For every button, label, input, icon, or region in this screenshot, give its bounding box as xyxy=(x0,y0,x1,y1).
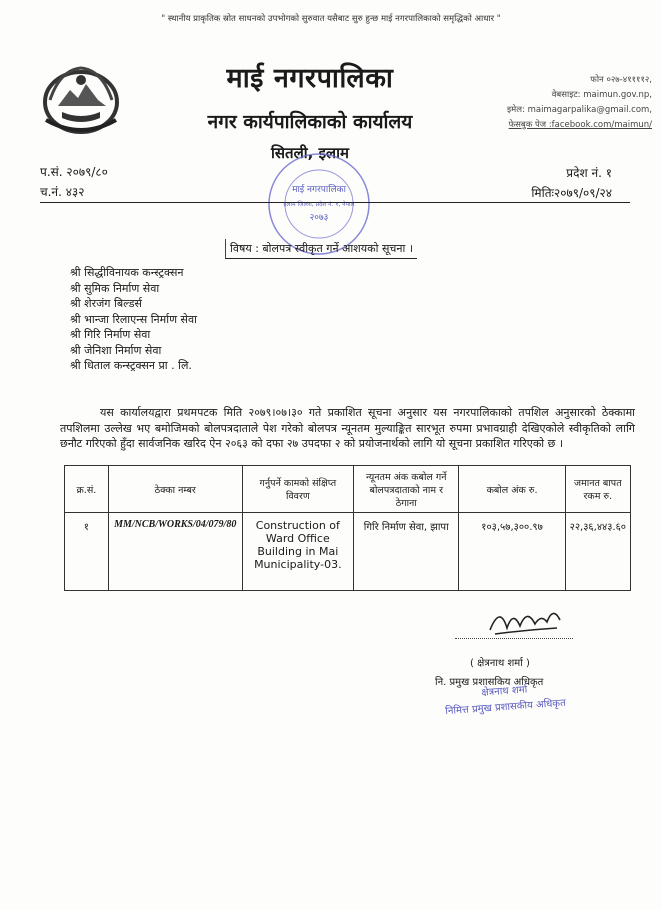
contact-block xyxy=(482,73,652,133)
subject-line: विषय : बोलपत्र स्वीकृत गर्ने आशयको सूचना । xyxy=(225,239,417,259)
column-header-bidder: न्यूनतम अंक कबोल गर्ने बोलपत्रदाताको नाम र ठेगाना xyxy=(354,466,459,513)
stamp-title: निमित्त प्रमुख प्रशासकीय अधिकृत xyxy=(444,697,567,718)
recipient-list xyxy=(70,265,197,374)
office-location: सितली, इलाम xyxy=(271,144,349,162)
recipient-item: श्री गिरि निर्माण सेवा xyxy=(70,328,151,341)
nepal-emblem-logo xyxy=(40,60,122,138)
motto: " स्थानीय प्राकृतिक स्रोत साधनको उपभोगको सुरुवात यसैबाट सुरु हुन्छ माई नगरपालिकाको समृद्धिको आधार " xyxy=(161,14,501,24)
cell-bidder: गिरि निर्माण सेवा, झापा xyxy=(354,513,459,591)
recipient-item: श्री सिद्धीविनायक कन्स्ट्रक्सन xyxy=(70,266,184,279)
cell-description: Construction of Ward Office Building in Mai Municipality-03. xyxy=(242,513,353,591)
letter-date: मितिः२०७९/०९/२४ xyxy=(531,186,612,200)
seal-text-year: २०७३ xyxy=(309,213,329,223)
recipient-item: श्री शेरजंग बिल्डर्स xyxy=(70,297,142,310)
seal-text-name: माई नगरपालिका xyxy=(292,185,346,195)
contact-phone: फोन ०२७-४११११२, xyxy=(590,75,652,85)
column-header-bid-amount: कबोल अंक रु. xyxy=(459,466,565,513)
recipient-item: श्री धिताल कन्स्ट्रक्सन प्रा . लि. xyxy=(70,359,192,372)
reference-block xyxy=(40,162,108,202)
cell-sn: १ xyxy=(65,513,109,591)
cell-tender-no: MM/NCB/WORKS/04/079/80 xyxy=(108,513,242,591)
table-header-row xyxy=(65,466,631,513)
cell-guarantee: २२,३६,४४३.६० xyxy=(565,513,630,591)
recipient-item: श्री जेनिशा निर्माण सेवा xyxy=(70,343,162,357)
table-row xyxy=(65,513,631,591)
notice-body: यस कार्यालयद्वारा प्रथमपटक मिति २०७९।०७।३० गते प्रकाशित सूचना अनुसार यस नगरपालिकाको तपशिल अनुसारको ठेक्कामा तपशिलमा उल्लेख भए बमोजिमको बोलपत्रदाताले पेश गरेको बोलपत्र न्यूनतम मुल्याङ्कित सारभूत रुपमा प्रभावग्राही देखिएकोले स्वीकृतिको लागि छनौट गरिएको हुँदा सार्वजनिक खरिद ऐन २०६३ को दफा २७ उपदफा २ को प्रयोजनार्थको लागि यो सूचना प्रकाशित गरिएको छ । xyxy=(60,406,635,450)
signature-dotted-line xyxy=(455,638,573,639)
cell-bid-amount: १०३,५७,३००.९७ xyxy=(459,513,565,591)
header-divider xyxy=(40,202,630,203)
recipient-item: श्री सुमिक निर्माण सेवा xyxy=(70,281,160,295)
seal-text-address: इलाम जिल्ला, प्रदेश नं. १, नेपाल xyxy=(283,201,355,208)
contact-email: इमेल: maimagarpalika@gmail.com, xyxy=(507,105,652,115)
handwritten-signature xyxy=(485,600,565,640)
contact-facebook: फेसबुक पेज :facebook.com/maimun/ xyxy=(508,120,652,130)
letter-number: प.सं. २०७९/८० xyxy=(40,165,108,179)
column-header-tender-no: ठेक्का नम्बर xyxy=(108,466,242,513)
signatory-name: ( क्षेत्रनाथ शर्मा ) xyxy=(470,658,530,669)
province-date-block xyxy=(531,163,612,203)
dispatch-number: च.नं. ४३२ xyxy=(40,185,85,199)
contact-website: वेबसाइट: maimun.gov.np, xyxy=(551,90,652,100)
stamp-name: क्षेत्रनाथ शर्मा xyxy=(481,684,528,699)
tender-table xyxy=(64,465,631,591)
municipality-title: माई नगरपालिका xyxy=(226,63,394,94)
column-header-guarantee: जमानत बापत रकम रु. xyxy=(565,466,630,513)
column-header-sn: क्र.सं. xyxy=(65,466,109,513)
recipient-item: श्री भान्जा रिलाएन्स निर्माण सेवा xyxy=(70,312,197,326)
signatory-title: नि. प्रमुख प्रशासकिय अधिकृत xyxy=(435,677,544,688)
column-header-description: गर्नुपर्ने कामको संक्षिप्त विवरण xyxy=(242,466,353,513)
office-title: नगर कार्यपालिकाको कार्यालय xyxy=(207,111,413,133)
province-label: प्रदेश नं. १ xyxy=(566,166,612,180)
